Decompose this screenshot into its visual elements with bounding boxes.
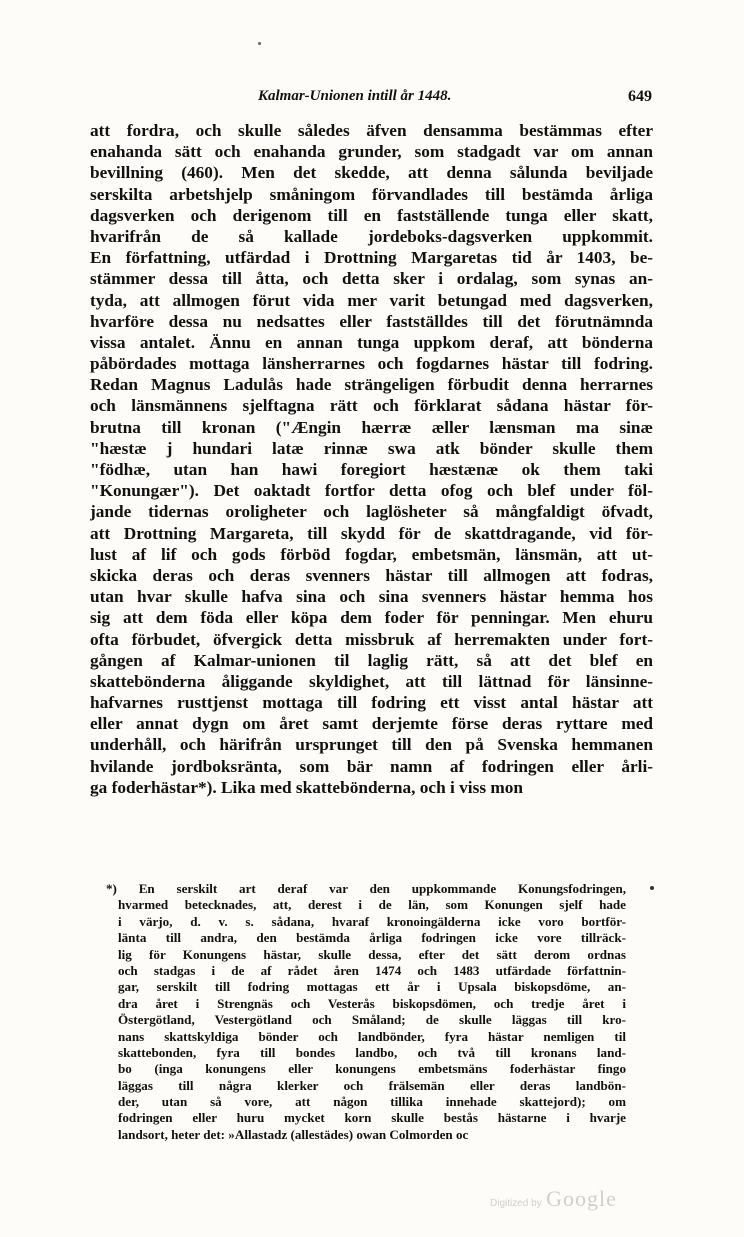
text-line: En författning, utfärdad i Drottning Margaretas tid år 1403, be- (90, 248, 653, 268)
text-line: skattebönderna åliggande skyldighet, att till lättnad för länsinne- (90, 671, 653, 691)
text-line: serskilta arbetshjelp småningom förvandlades till bestämda årliga (90, 184, 653, 204)
text-line: brutna till kronan ("Ængin hærræ æller lænsman ma sinæ (90, 417, 653, 437)
text-line: hvarifrån de så kallade jordeboks-dagsverken uppkommit. (90, 226, 653, 246)
footnote-line: lig för Konungens hästar, skulle dessa, efter det sätt derom ordnas (118, 946, 626, 962)
footnote-line: länta till andra, den bestämda årliga fodringen icke vore tillräck- (118, 930, 626, 946)
text-line: skicka deras och deras svenners hästar till allmogen att fodras, (90, 565, 653, 585)
footnote-line: skattebonden, fyra till bondes landbo, och två till kronans land- (118, 1044, 626, 1060)
footnote-line: fodringen eller huru mycket korn skulle bestås hästarne i hvarje (118, 1110, 626, 1126)
text-line: stämmer dessa till åtta, och detta sker i ordalag, som synas an- (90, 269, 653, 289)
margin-mark (650, 886, 654, 890)
text-line: underhåll, och härifrån ursprunget till den på Svenska hemmanen (90, 735, 653, 755)
footnote-line: dra året i Strengnäs och Vesterås biskopsdömen, och tredje året i (118, 995, 626, 1011)
text-line: hvilande jordboksränta, som bär namn af fodringen eller årli- (90, 756, 653, 776)
footnote-line: *) En serskilt art deraf var den uppkommande Konungsfodringen, (106, 881, 626, 896)
text-line: hvarföre dessa nu nedsattes eller fastställdes till det förutnämnda (90, 311, 653, 331)
footnote-block (106, 881, 626, 1143)
text-line: ofta förbudet, öfvergick detta missbruk af herremakten under fort- (90, 629, 653, 649)
footnote-line: gar, serskilt till fodring mottagas ett år i Upsala biskopsdöme, an- (118, 979, 626, 995)
footnote-line: nans skattskyldiga bönder och landbönder, fyra hästar nemligen til (118, 1028, 626, 1044)
watermark-prefix: Digitized by (490, 1198, 542, 1209)
text-line: dagsverken och derigenom till en fastställende tunga eller skatt, (90, 205, 653, 225)
text-line: påbördades mottaga länsherrarnes och fogdarnes hästar till fodring. (90, 354, 653, 374)
text-line: jande tidernas oroligheter och laglösheter så mångfaldigt öfvadt, (90, 502, 653, 522)
text-line: sig att dem föda eller köpa dem foder för penningar. Men ehuru (90, 608, 653, 628)
footnote-line: i värjo, d. v. s. sådana, hvaraf kronoingälderna icke voro bortför- (118, 913, 626, 929)
text-line: eller annat dygn om året samt derjemte förse deras ryttare med (90, 714, 653, 734)
footnote-line: landsort, heter det: »Allastadz (allestädes) owan Colmorden oc (118, 1126, 469, 1142)
footnote-line: hvarmed betecknades, att, derest i de län, som Konungen sjelf hade (118, 897, 626, 913)
footnote-line: Östergötland, Vestergötland och Småland; de skulle läggas till kro- (118, 1012, 626, 1028)
text-line: enahanda sätt och enahanda grunder, som stadgadt var om annan (90, 142, 653, 162)
text-line: att fordra, och skulle således äfven densamma bestämmas efter (90, 121, 653, 140)
text-line: "födhæ, utan han hawi foregiort hæstænæ ok them taki (90, 460, 653, 479)
text-line: utan hvar skulle hafva sina och sina svenners hästar hemma hos (90, 587, 653, 607)
footnote-line: bo (inga konungens eller konungens embetsmäns foderhästar fingo (118, 1061, 626, 1077)
page-number: 649 (628, 88, 652, 105)
page-header (90, 88, 652, 112)
footnote-line: och stadgas i de af rådet åren 1474 och 1483 utfärdade författnin- (118, 962, 626, 978)
text-line: "Konungær"). Det oaktadt fortfor detta ofog och blef under föl- (90, 481, 653, 501)
digitization-watermark (490, 1186, 617, 1212)
main-text-block (90, 120, 653, 798)
text-line: ga foderhästar*). Lika med skattebönderna, och i viss mon (90, 777, 524, 797)
page-speck (258, 42, 261, 45)
text-line: lust af lif och gods förböd fogdar, embetsmän, länsmän, att ut- (90, 544, 653, 564)
text-line: och länsmännens sjelftagna rätt och förklarat sådana hästar för- (90, 396, 653, 416)
text-line: vissa antalet. Ännu en annan tunga uppkom deraf, att bönderna (90, 332, 653, 352)
text-line: bevillning (460). Men det skedde, att denna sålunda beviljade (90, 163, 653, 183)
text-line: hafvarnes rusttjenst mottaga till fodring ett visst antal hästar att (90, 693, 653, 713)
text-line: gången af Kalmar-unionen til laglig rätt, så att det blef en (90, 650, 653, 670)
footnote-line: läggas till några klerker och frälsemän eller deras landbön- (118, 1077, 626, 1093)
text-line: Redan Magnus Ladulås hade strängeligen förbudit denna herrarnes (90, 375, 653, 395)
text-line: "hæstæ j hundari latæ rinnæ swa atk bönder skulle them (90, 438, 653, 458)
text-line: tyda, att allmogen förut vida mer varit betungad med dagsverken, (90, 290, 653, 310)
running-title: Kalmar-Unionen intill år 1448. (258, 88, 452, 104)
text-line: att Drottning Margareta, till skydd för de skattdragande, vid för- (90, 523, 653, 543)
footnote-line: der, utan så vore, att någon tillika innehade skattejord); om (118, 1094, 626, 1110)
google-logo: Google (546, 1186, 617, 1211)
